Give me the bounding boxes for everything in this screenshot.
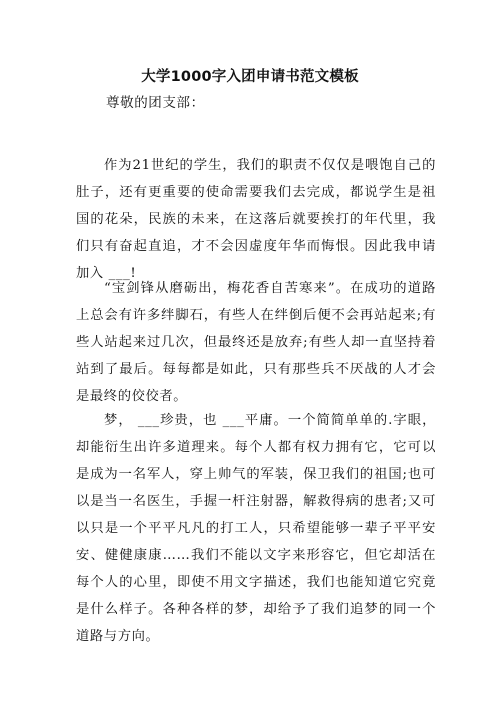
document-title: 大学1000字入团申请书范文模板 <box>141 69 359 85</box>
paragraph-3: 梦， ___珍贵，也 ___平庸。一个简简单单的.字眼，却能衍生出许多道理来。每个人都有权力拥有它，它可以是成为一名军人，穿上帅气的军装，保卫我们的祖国;也可以是当一名医生，手握一杆注射器，解救得病的患者;又可以只是一个平平凡凡的打工人，只希望能够一辈子平平安安、健健康康……我们不能以文字来形容它，但它却活在每个人的心里，即使不用文字描述，我们也能知道它究竟是什么样子。各种各样的梦，却给予了我们追梦的同一个道路与方向。 <box>76 413 436 644</box>
paragraph-1: 作为21世纪的学生，我们的职责不仅仅是喂饱自己的肚子，还有更重要的使命需要我们去完成，都说学生是祖国的花朵，民族的未来，在这落后就要挨打的年代里，我们只有奋起直追，才不会因虚度年华而悔恨。因此我申请加入 ___! <box>76 158 436 281</box>
paragraph-2: “宝剑锋从磨砺出，梅花香自苦寒来”。在成功的道路上总会有许多绊脚石，有些人在绊倒后便不会再站起来;有些人站起来过几次，但最终还是放弃;有些人却一直坚持着站到了最后。每每都是如此，只有那些兵不厌战的人才会是最终的佼佼者。 <box>76 281 436 404</box>
salutation: 尊敬的团支部： <box>106 95 205 111</box>
